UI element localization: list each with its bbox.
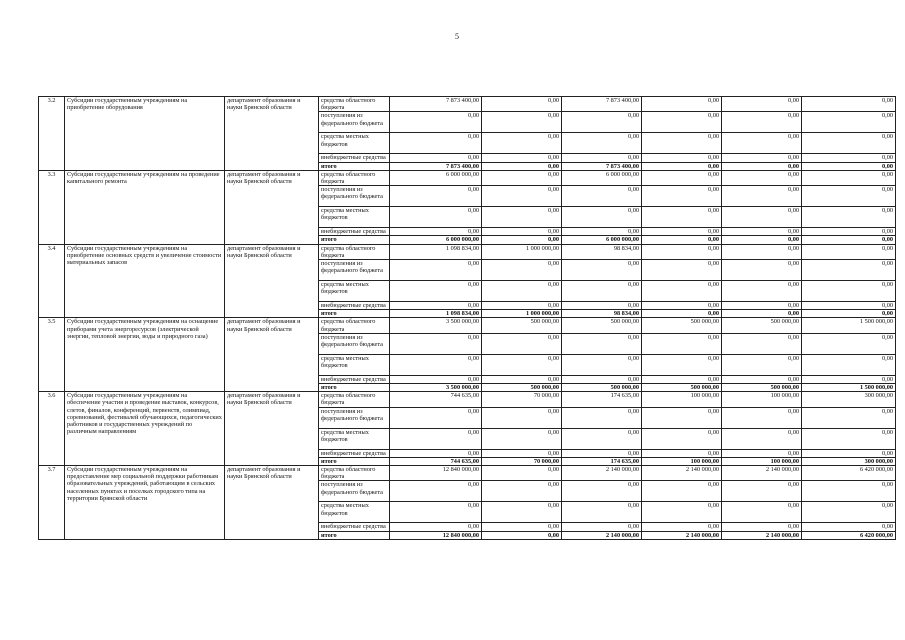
amount-cell: 6 000 000,00 [390, 236, 482, 244]
table-row [39, 318, 896, 333]
amount-cell: 0,00 [802, 170, 896, 185]
amount-cell: 0,00 [390, 112, 482, 133]
funding-source-label: средства областного бюджета [319, 97, 390, 112]
amount-cell: 0,00 [562, 186, 642, 207]
amount-cell: 0,00 [642, 333, 722, 354]
amount-cell: 500 000,00 [562, 384, 642, 392]
amount-cell: 2 140 000,00 [562, 531, 642, 539]
item-title: Субсидии государственным учреждениям на проведение капитального ремонта [65, 170, 225, 244]
amount-cell: 0,00 [722, 281, 802, 302]
amount-cell: 0,00 [642, 375, 722, 383]
item-number: 3.6 [39, 392, 65, 466]
amount-cell: 744 635,00 [390, 457, 482, 465]
amount-cell: 0,00 [802, 112, 896, 133]
amount-cell: 0,00 [390, 302, 482, 310]
table-row [39, 97, 896, 112]
amount-cell: 0,00 [562, 333, 642, 354]
item-executor: департамент образования и науки Брянской области [225, 244, 319, 318]
amount-cell: 0,00 [562, 449, 642, 457]
amount-cell: 0,00 [802, 186, 896, 207]
amount-cell: 6 420 000,00 [802, 466, 896, 481]
amount-cell: 0,00 [802, 207, 896, 228]
amount-cell: 500 000,00 [642, 384, 722, 392]
funding-source-label: средства областного бюджета [319, 466, 390, 481]
funding-source-label: внебюджетные средства [319, 154, 390, 162]
amount-cell: 0,00 [562, 260, 642, 281]
amount-cell: 500 000,00 [722, 384, 802, 392]
amount-cell: 1 500 000,00 [802, 384, 896, 392]
funding-source-label: итого [319, 310, 390, 318]
amount-cell: 0,00 [562, 407, 642, 428]
amount-cell: 100 000,00 [642, 392, 722, 407]
item-executor: департамент образования и науки Брянской области [225, 97, 319, 171]
funding-source-label: средства областного бюджета [319, 392, 390, 407]
amount-cell: 0,00 [802, 407, 896, 428]
amount-cell: 0,00 [722, 407, 802, 428]
page-number: 5 [455, 32, 459, 41]
amount-cell: 0,00 [642, 244, 722, 259]
amount-cell: 174 635,00 [562, 392, 642, 407]
amount-cell: 0,00 [642, 260, 722, 281]
amount-cell: 70 000,00 [482, 392, 562, 407]
funding-source-label: поступления из федерального бюджета [319, 186, 390, 207]
amount-cell: 12 840 000,00 [390, 466, 482, 481]
amount-cell: 3 500 000,00 [390, 318, 482, 333]
amount-cell: 0,00 [722, 186, 802, 207]
amount-cell: 0,00 [642, 207, 722, 228]
table-row [39, 244, 896, 259]
amount-cell: 0,00 [642, 186, 722, 207]
amount-cell: 0,00 [722, 207, 802, 228]
funding-source-label: средства местных бюджетов [319, 281, 390, 302]
item-number: 3.4 [39, 244, 65, 318]
item-title: Субсидии государственным учреждениям на приобретение основных средств и увеличение стоимости материальных запасов [65, 244, 225, 318]
amount-cell: 0,00 [390, 375, 482, 383]
amount-cell: 2 140 000,00 [562, 466, 642, 481]
amount-cell: 98 834,00 [562, 244, 642, 259]
amount-cell: 0,00 [722, 523, 802, 531]
funding-source-label: поступления из федерального бюджета [319, 481, 390, 502]
amount-cell: 0,00 [390, 481, 482, 502]
amount-cell: 2 140 000,00 [722, 531, 802, 539]
amount-cell: 100 000,00 [722, 457, 802, 465]
amount-cell: 0,00 [802, 236, 896, 244]
amount-cell: 0,00 [390, 428, 482, 449]
amount-cell: 0,00 [562, 302, 642, 310]
amount-cell: 0,00 [802, 428, 896, 449]
amount-cell: 3 500 000,00 [390, 384, 482, 392]
amount-cell: 0,00 [562, 354, 642, 375]
amount-cell: 0,00 [802, 502, 896, 523]
amount-cell: 0,00 [642, 228, 722, 236]
amount-cell: 0,00 [642, 523, 722, 531]
amount-cell: 0,00 [722, 244, 802, 259]
funding-source-label: поступления из федерального бюджета [319, 112, 390, 133]
item-number: 3.7 [39, 466, 65, 540]
amount-cell: 2 140 000,00 [642, 466, 722, 481]
amount-cell: 0,00 [482, 281, 562, 302]
amount-cell: 0,00 [642, 133, 722, 154]
funding-source-label: средства местных бюджетов [319, 133, 390, 154]
amount-cell: 0,00 [802, 162, 896, 170]
funding-source-label: поступления из федерального бюджета [319, 260, 390, 281]
amount-cell: 0,00 [722, 333, 802, 354]
item-number: 3.5 [39, 318, 65, 392]
amount-cell: 0,00 [802, 97, 896, 112]
amount-cell: 0,00 [482, 375, 562, 383]
amount-cell: 0,00 [562, 228, 642, 236]
amount-cell: 0,00 [802, 244, 896, 259]
amount-cell: 0,00 [390, 449, 482, 457]
item-title: Субсидии государственным учреждениям на предоставление мер социальной поддержки работникам образовательных учреждений, работающим в сельских населенных пунктах и поселках городского типа на территории Брянской области [65, 466, 225, 540]
amount-cell: 0,00 [642, 281, 722, 302]
amount-cell: 0,00 [390, 407, 482, 428]
funding-source-label: итого [319, 384, 390, 392]
amount-cell: 0,00 [642, 162, 722, 170]
amount-cell: 0,00 [482, 170, 562, 185]
amount-cell: 0,00 [562, 502, 642, 523]
amount-cell: 1 000 000,00 [482, 310, 562, 318]
amount-cell: 0,00 [482, 407, 562, 428]
item-executor: департамент образования и науки Брянской области [225, 170, 319, 244]
amount-cell: 0,00 [482, 449, 562, 457]
amount-cell: 0,00 [802, 281, 896, 302]
amount-cell: 0,00 [390, 260, 482, 281]
amount-cell: 0,00 [722, 228, 802, 236]
amount-cell: 0,00 [802, 354, 896, 375]
amount-cell: 0,00 [390, 354, 482, 375]
amount-cell: 0,00 [722, 236, 802, 244]
item-executor: департамент образования и науки Брянской области [225, 318, 319, 392]
amount-cell: 0,00 [722, 302, 802, 310]
funding-source-label: итого [319, 457, 390, 465]
amount-cell: 0,00 [642, 310, 722, 318]
amount-cell: 0,00 [642, 428, 722, 449]
funding-source-label: внебюджетные средства [319, 302, 390, 310]
amount-cell: 0,00 [562, 154, 642, 162]
amount-cell: 0,00 [482, 302, 562, 310]
amount-cell: 6 000 000,00 [390, 170, 482, 185]
amount-cell: 500 000,00 [482, 318, 562, 333]
amount-cell: 0,00 [642, 354, 722, 375]
amount-cell: 6 000 000,00 [562, 236, 642, 244]
amount-cell: 0,00 [722, 354, 802, 375]
amount-cell: 0,00 [482, 481, 562, 502]
amount-cell: 0,00 [642, 449, 722, 457]
amount-cell: 0,00 [802, 481, 896, 502]
amount-cell: 0,00 [482, 428, 562, 449]
amount-cell: 70 000,00 [482, 457, 562, 465]
amount-cell: 0,00 [802, 449, 896, 457]
amount-cell: 0,00 [802, 260, 896, 281]
item-executor: департамент образования и науки Брянской области [225, 466, 319, 540]
amount-cell: 7 873 400,00 [562, 162, 642, 170]
amount-cell: 0,00 [562, 112, 642, 133]
amount-cell: 0,00 [802, 310, 896, 318]
amount-cell: 0,00 [722, 310, 802, 318]
amount-cell: 300 000,00 [802, 392, 896, 407]
amount-cell: 0,00 [482, 531, 562, 539]
amount-cell: 0,00 [482, 502, 562, 523]
amount-cell: 0,00 [722, 170, 802, 185]
amount-cell: 0,00 [802, 133, 896, 154]
amount-cell: 0,00 [722, 375, 802, 383]
amount-cell: 0,00 [802, 302, 896, 310]
amount-cell: 0,00 [642, 236, 722, 244]
amount-cell: 0,00 [390, 228, 482, 236]
amount-cell: 500 000,00 [722, 318, 802, 333]
amount-cell: 6 000 000,00 [562, 170, 642, 185]
amount-cell: 7 873 400,00 [390, 97, 482, 112]
amount-cell: 300 000,00 [802, 457, 896, 465]
amount-cell: 0,00 [722, 112, 802, 133]
funding-source-label: средства местных бюджетов [319, 354, 390, 375]
funding-source-label: внебюджетные средства [319, 523, 390, 531]
amount-cell: 0,00 [722, 154, 802, 162]
table-body [39, 97, 896, 540]
funding-source-label: поступления из федерального бюджета [319, 407, 390, 428]
amount-cell: 98 834,00 [562, 310, 642, 318]
funding-source-label: внебюджетные средства [319, 228, 390, 236]
funding-source-label: итого [319, 531, 390, 539]
table-row [39, 170, 896, 185]
amount-cell: 0,00 [390, 281, 482, 302]
amount-cell: 0,00 [802, 523, 896, 531]
item-executor: департамент образования и науки Брянской области [225, 392, 319, 466]
amount-cell: 0,00 [562, 375, 642, 383]
amount-cell: 0,00 [562, 207, 642, 228]
amount-cell: 0,00 [642, 170, 722, 185]
amount-cell: 0,00 [722, 133, 802, 154]
amount-cell: 0,00 [390, 207, 482, 228]
amount-cell: 7 873 400,00 [562, 97, 642, 112]
budget-table [38, 96, 896, 540]
amount-cell: 0,00 [482, 333, 562, 354]
amount-cell: 0,00 [390, 523, 482, 531]
table-row [39, 466, 896, 481]
amount-cell: 0,00 [722, 162, 802, 170]
funding-source-label: средства областного бюджета [319, 170, 390, 185]
amount-cell: 0,00 [722, 97, 802, 112]
amount-cell: 0,00 [482, 260, 562, 281]
amount-cell: 0,00 [642, 112, 722, 133]
amount-cell: 174 635,00 [562, 457, 642, 465]
amount-cell: 0,00 [802, 154, 896, 162]
amount-cell: 0,00 [482, 466, 562, 481]
item-title: Субсидии государственным учреждениям на оснащение приборами учета энергоресурсов (электрической энергии, тепловой энергии, воды и природного газа) [65, 318, 225, 392]
amount-cell: 500 000,00 [482, 384, 562, 392]
amount-cell: 0,00 [802, 375, 896, 383]
amount-cell: 0,00 [642, 97, 722, 112]
amount-cell: 0,00 [722, 260, 802, 281]
amount-cell: 0,00 [642, 481, 722, 502]
amount-cell: 0,00 [562, 481, 642, 502]
amount-cell: 0,00 [390, 333, 482, 354]
funding-source-label: средства местных бюджетов [319, 502, 390, 523]
amount-cell: 100 000,00 [722, 392, 802, 407]
amount-cell: 0,00 [482, 523, 562, 531]
amount-cell: 0,00 [390, 186, 482, 207]
item-number: 3.3 [39, 170, 65, 244]
amount-cell: 0,00 [482, 186, 562, 207]
amount-cell: 0,00 [482, 354, 562, 375]
funding-source-label: средства областного бюджета [319, 318, 390, 333]
item-title: Субсидии государственным учреждениям на обеспечение участия и проведение выставок, конкурсов, слетов, финалов, конференций, первенств, олимпиад, соревнований, фестивалей обучающихся, педагогических работников и государственных учреждений по различным направлениям [65, 392, 225, 466]
amount-cell: 2 140 000,00 [722, 466, 802, 481]
amount-cell: 0,00 [562, 428, 642, 449]
item-title: Субсидии государственным учреждениям на приобретение оборудования [65, 97, 225, 171]
amount-cell: 0,00 [482, 207, 562, 228]
amount-cell: 744 635,00 [390, 392, 482, 407]
amount-cell: 0,00 [482, 112, 562, 133]
amount-cell: 0,00 [482, 154, 562, 162]
amount-cell: 0,00 [722, 502, 802, 523]
amount-cell: 0,00 [722, 449, 802, 457]
amount-cell: 0,00 [722, 428, 802, 449]
amount-cell: 1 000 000,00 [482, 244, 562, 259]
amount-cell: 0,00 [482, 228, 562, 236]
amount-cell: 1 098 834,00 [390, 310, 482, 318]
table-row [39, 392, 896, 407]
amount-cell: 0,00 [722, 481, 802, 502]
amount-cell: 0,00 [562, 281, 642, 302]
amount-cell: 0,00 [802, 228, 896, 236]
amount-cell: 0,00 [562, 523, 642, 531]
amount-cell: 100 000,00 [642, 457, 722, 465]
amount-cell: 7 873 400,00 [390, 162, 482, 170]
amount-cell: 6 420 000,00 [802, 531, 896, 539]
amount-cell: 12 840 000,00 [390, 531, 482, 539]
amount-cell: 0,00 [390, 133, 482, 154]
amount-cell: 0,00 [642, 502, 722, 523]
amount-cell: 500 000,00 [642, 318, 722, 333]
amount-cell: 0,00 [482, 162, 562, 170]
amount-cell: 0,00 [642, 302, 722, 310]
funding-source-label: средства местных бюджетов [319, 207, 390, 228]
amount-cell: 1 500 000,00 [802, 318, 896, 333]
amount-cell: 0,00 [482, 133, 562, 154]
amount-cell: 2 140 000,00 [642, 531, 722, 539]
funding-source-label: средства местных бюджетов [319, 428, 390, 449]
funding-source-label: поступления из федерального бюджета [319, 333, 390, 354]
item-number: 3.2 [39, 97, 65, 171]
funding-source-label: средства областного бюджета [319, 244, 390, 259]
amount-cell: 0,00 [390, 502, 482, 523]
funding-source-label: внебюджетные средства [319, 449, 390, 457]
amount-cell: 0,00 [562, 133, 642, 154]
amount-cell: 0,00 [482, 97, 562, 112]
amount-cell: 0,00 [802, 333, 896, 354]
amount-cell: 0,00 [642, 407, 722, 428]
funding-source-label: внебюджетные средства [319, 375, 390, 383]
amount-cell: 0,00 [390, 154, 482, 162]
amount-cell: 0,00 [642, 154, 722, 162]
amount-cell: 1 098 834,00 [390, 244, 482, 259]
amount-cell: 500 000,00 [562, 318, 642, 333]
funding-source-label: итого [319, 162, 390, 170]
funding-source-label: итого [319, 236, 390, 244]
amount-cell: 0,00 [482, 236, 562, 244]
